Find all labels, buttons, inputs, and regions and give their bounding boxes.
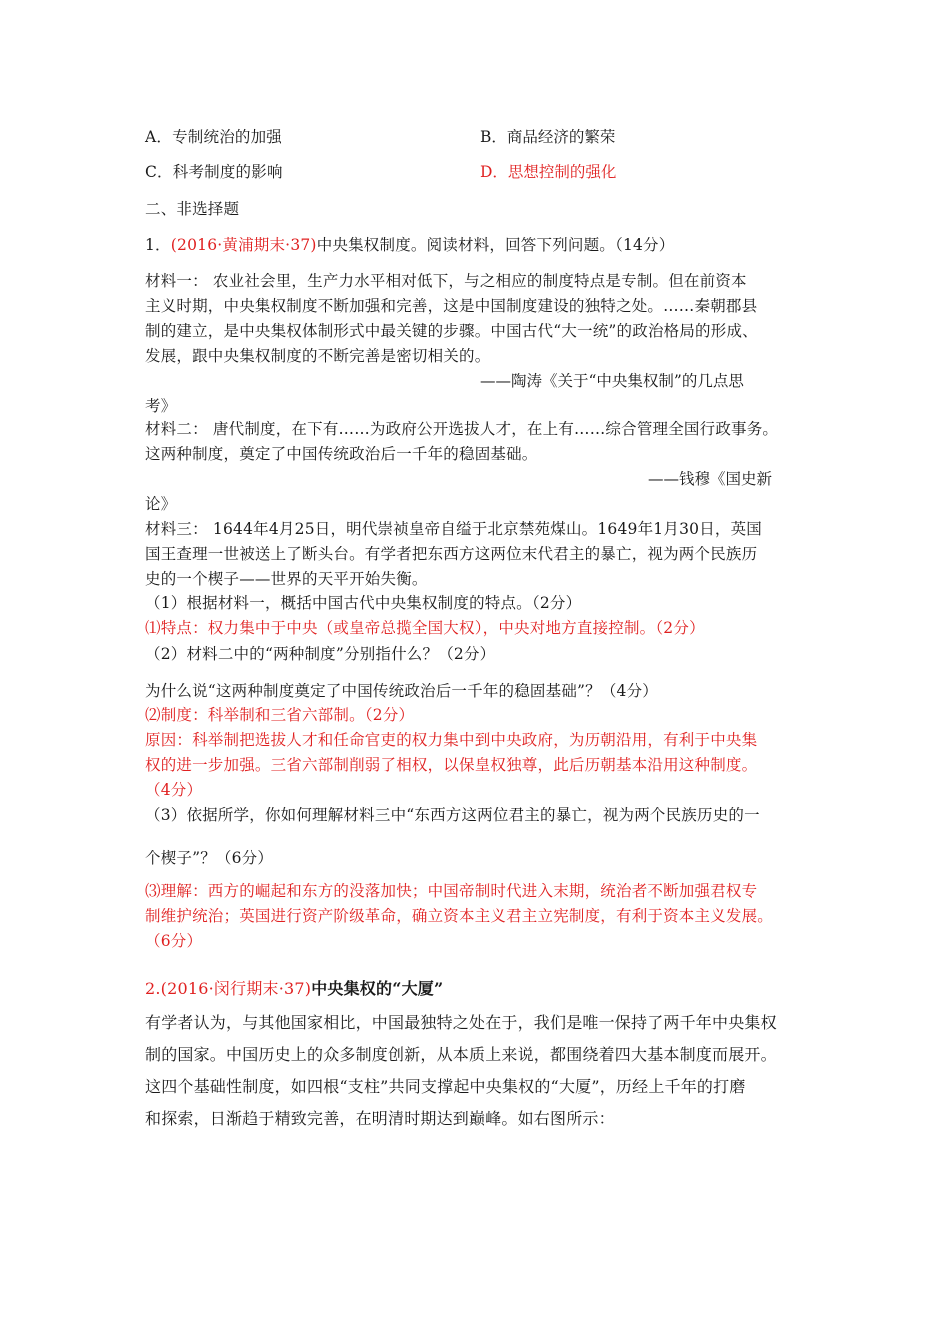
q2-header (145, 978, 443, 1000)
q2-title: 中央集权的“大厦” (311, 979, 444, 998)
sub-question-1: （1）根据材料一，概括中国古代中央集权制度的特点。（2分） (145, 594, 582, 612)
sub-question-3: （3）依据所学，你如何理解材料三中“东西方这两位君主的暴亡，视为两个民族历史的一 (145, 806, 760, 824)
material-2-citation-end: 论》 (145, 495, 177, 513)
material-1-line: 制的建立，是中央集权体制形式中最关键的步骤。中国古代“大一统”的政治格局的形成、 (145, 322, 758, 340)
material-1-line: 材料一： 农业社会里，生产力水平相对低下，与之相应的制度特点是专制。但在前资本 (145, 272, 747, 290)
material-1-citation-end: 考》 (145, 397, 177, 415)
q1-source: (2016·黄浦期末·37) (170, 236, 317, 254)
q1-stem: 中央集权制度。阅读材料，回答下列问题。（14分） (316, 236, 675, 254)
answer-3-line: 制维护统治；英国进行资产阶级革命，确立资本主义君主立宪制度，有利于资本主义发展。 (145, 907, 774, 925)
answer-3-line: ⑶理解：西方的崛起和东方的没落加快；中国帝制时代进入末期，统治者不断加强君权专 (145, 882, 758, 900)
material-3-line: 史的一个楔子——世界的天平开始失衡。 (145, 570, 428, 588)
choice-d-answer: D．思想控制的强化 (480, 163, 617, 181)
q1-header (145, 234, 674, 256)
q2-line: 这四个基础性制度，如四根“支柱”共同支撑起中央集权的“大厦”，历经上千年的打磨 (145, 1077, 746, 1096)
answer-2-line: 原因：科举制把选拔人才和任命官吏的权力集中到中央政府，为历朝沿用，有利于中央集 (145, 731, 758, 749)
answer-2-line: （4分） (145, 781, 203, 799)
material-3-line: 国王查理一世被送上了断头台。有学者把东西方这两位末代君主的暴亡，视为两个民族历 (145, 545, 758, 563)
answer-1: ⑴特点：权力集中于中央（或皇帝总揽全国大权），中央对地方直接控制。（2分） (145, 619, 705, 637)
q2-line: 制的国家。中国历史上的众多制度创新，从本质上来说，都围绕着四大基本制度而展开。 (145, 1045, 777, 1064)
material-2-line: 这两种制度，奠定了中国传统政治后一千年的稳固基础。 (145, 445, 538, 463)
material-1-citation: ——陶涛《关于“中央集权制”的几点思 (480, 372, 744, 390)
material-1-line: 主义时期，中央集权制度不断加强和完善，这是中国制度建设的独特之处。……秦朝郡县 (145, 297, 758, 315)
choice-c: C．科考制度的影响 (145, 163, 283, 181)
section-title: 二、非选择题 (145, 200, 240, 218)
sub-question-2-part-b: 为什么说“这两种制度奠定了中国传统政治后一千年的稳固基础”？（4分） (145, 682, 659, 700)
sub-question-2: （2）材料二中的“两种制度”分别指什么？（2分） (145, 645, 496, 663)
choice-b: B．商品经济的繁荣 (480, 128, 616, 146)
answer-2-line: ⑵制度：科举制和三省六部制。（2分） (145, 706, 415, 724)
sub-question-3-end: 个楔子”？（6分） (145, 849, 274, 867)
answer-2-line: 权的进一步加强。三省六部制削弱了相权，以保皇权独尊，此后历朝基本沿用这种制度。 (145, 756, 758, 774)
material-2-citation: ——钱穆《国史新 (648, 470, 773, 488)
material-1-line: 发展，跟中央集权制度的不断完善是密切相关的。 (145, 347, 491, 365)
material-3-line: 材料三： 1644年4月25日，明代崇祯皇帝自缢于北京禁苑煤山。1649年1月30日，英国 (145, 520, 762, 538)
answer-3-line: （6分） (145, 932, 203, 950)
q2-line: 和探索，日渐趋于精致完善，在明清时期达到巅峰。如右图所示： (145, 1109, 615, 1128)
q2-source: 2.(2016·闵行期末·37) (145, 979, 312, 998)
q1-number: 1． (145, 236, 171, 254)
material-2-line: 材料二： 唐代制度，在下有……为政府公开选拔人才，在上有……综合管理全国行政事务。 (145, 420, 779, 438)
choice-a: A．专制统治的加强 (145, 128, 282, 146)
q2-line: 有学者认为，与其他国家相比，中国最独特之处在于，我们是唯一保持了两千年中央集权 (145, 1013, 777, 1032)
